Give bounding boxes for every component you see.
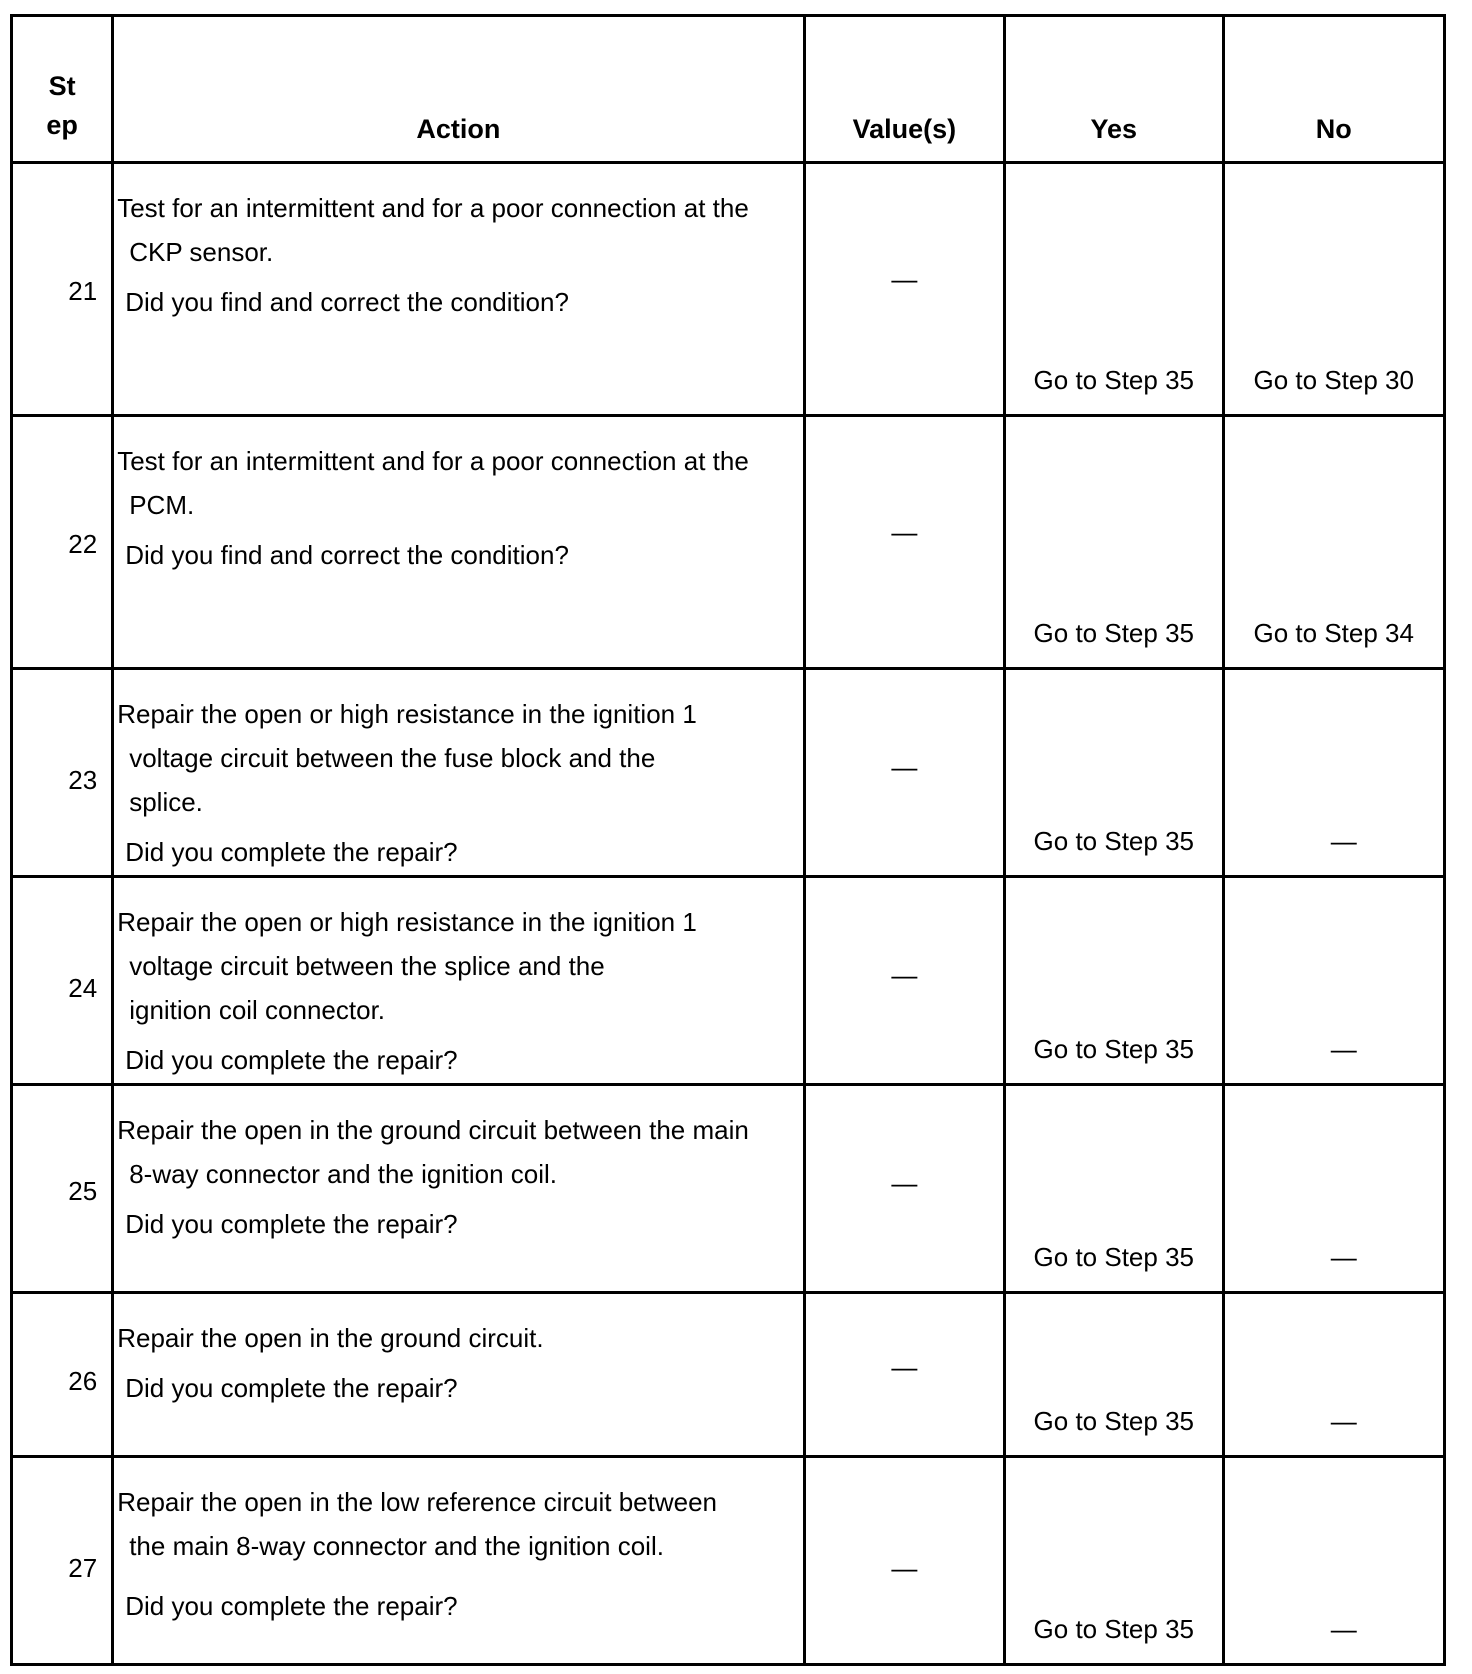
- no-goto-text: —: [1330, 826, 1357, 856]
- yes-goto-text: Go to Step 35: [1033, 826, 1194, 856]
- yes-goto-text: Go to Step 35: [1033, 1406, 1194, 1436]
- no-goto-text: —: [1330, 1034, 1357, 1064]
- no-goto-text: —: [1330, 1406, 1357, 1436]
- action-line: Repair the open or high resistance in the ignition 1: [117, 699, 697, 729]
- step-cell: [12, 669, 113, 877]
- step-cell: [12, 877, 113, 1085]
- action-cell: [113, 877, 804, 1085]
- value-cell: [804, 163, 1004, 416]
- action-question: Did you complete the repair?: [125, 1591, 458, 1621]
- header-step-line2: ep: [46, 110, 78, 140]
- yes-cell: [1005, 416, 1223, 669]
- value-cell: [804, 1085, 1004, 1293]
- action-question: Did you complete the repair?: [125, 1045, 458, 1075]
- value-cell: [804, 416, 1004, 669]
- step-number: 23: [68, 765, 98, 795]
- no-goto-text: Go to Step 30: [1253, 365, 1414, 395]
- action-line: Repair the open in the ground circuit between the main: [117, 1115, 749, 1145]
- step-number: 24: [68, 973, 98, 1003]
- table-row: [12, 416, 1445, 669]
- no-cell: [1223, 1085, 1445, 1293]
- no-cell: [1223, 1457, 1445, 1665]
- action-line: Test for an intermittent and for a poor connection at the: [117, 446, 749, 476]
- yes-cell: [1005, 877, 1223, 1085]
- header-action: Action: [113, 16, 804, 163]
- no-goto-text: Go to Step 34: [1253, 618, 1414, 648]
- value-text: —: [891, 1168, 918, 1198]
- yes-cell: [1005, 1085, 1223, 1293]
- action-cell: [113, 1293, 804, 1457]
- action-line: voltage circuit between the splice and the: [129, 951, 605, 981]
- action-line: Repair the open in the low reference circuit between: [117, 1487, 717, 1517]
- yes-cell: [1005, 669, 1223, 877]
- table-row: [12, 877, 1445, 1085]
- action-question: Did you find and correct the condition?: [125, 540, 569, 570]
- no-cell: [1223, 416, 1445, 669]
- step-number: 26: [68, 1366, 98, 1396]
- table-body: [12, 163, 1445, 1665]
- action-question: Did you complete the repair?: [125, 1373, 458, 1403]
- yes-goto-text: Go to Step 35: [1033, 1242, 1194, 1272]
- header-no: No: [1223, 16, 1445, 163]
- step-number: 27: [68, 1553, 98, 1583]
- action-line: voltage circuit between the fuse block and the: [129, 743, 656, 773]
- header-values: Value(s): [804, 16, 1004, 163]
- action-question: Did you complete the repair?: [125, 1209, 458, 1239]
- yes-goto-text: Go to Step 35: [1033, 365, 1194, 395]
- no-cell: [1223, 163, 1445, 416]
- yes-cell: [1005, 1457, 1223, 1665]
- value-cell: [804, 1457, 1004, 1665]
- action-line: CKP sensor.: [129, 237, 274, 267]
- value-text: —: [891, 1553, 918, 1583]
- action-cell: [113, 1457, 804, 1665]
- step-cell: [12, 1457, 113, 1665]
- action-question: Did you find and correct the condition?: [125, 287, 569, 317]
- table-row: [12, 163, 1445, 416]
- value-text: —: [891, 517, 918, 547]
- header-yes: Yes: [1005, 16, 1223, 163]
- table-row: [12, 1085, 1445, 1293]
- value-cell: [804, 1293, 1004, 1457]
- action-line: 8-way connector and the ignition coil.: [129, 1159, 558, 1189]
- no-cell: [1223, 1293, 1445, 1457]
- step-cell: [12, 416, 113, 669]
- action-cell: [113, 1085, 804, 1293]
- no-goto-text: —: [1330, 1614, 1357, 1644]
- step-number: 25: [68, 1176, 98, 1206]
- action-question: Did you complete the repair?: [125, 837, 458, 867]
- action-line: Repair the open or high resistance in the ignition 1: [117, 907, 697, 937]
- no-goto-text: —: [1330, 1242, 1357, 1272]
- value-text: —: [891, 752, 918, 782]
- no-cell: [1223, 669, 1445, 877]
- header-step: [12, 16, 113, 163]
- diagnostic-step-table: [10, 14, 1446, 1666]
- action-cell: [113, 163, 804, 416]
- value-cell: [804, 877, 1004, 1085]
- header-row: [12, 16, 1445, 163]
- action-cell: [113, 669, 804, 877]
- action-line: Repair the open in the ground circuit.: [117, 1323, 544, 1353]
- step-number: 22: [68, 529, 98, 559]
- yes-goto-text: Go to Step 35: [1033, 1034, 1194, 1064]
- step-cell: [12, 1293, 113, 1457]
- yes-goto-text: Go to Step 35: [1033, 1614, 1194, 1644]
- step-cell: [12, 163, 113, 416]
- diagnostic-table-sheet: [10, 14, 1446, 1666]
- action-line: splice.: [129, 787, 203, 817]
- step-cell: [12, 1085, 113, 1293]
- value-cell: [804, 669, 1004, 877]
- action-line: Test for an intermittent and for a poor connection at the: [117, 193, 749, 223]
- value-text: —: [891, 960, 918, 990]
- yes-cell: [1005, 163, 1223, 416]
- table-row: [12, 669, 1445, 877]
- action-line: PCM.: [129, 490, 195, 520]
- yes-cell: [1005, 1293, 1223, 1457]
- step-number: 21: [68, 276, 98, 306]
- table-row: [12, 1293, 1445, 1457]
- no-cell: [1223, 877, 1445, 1085]
- action-line: ignition coil connector.: [129, 995, 386, 1025]
- value-text: —: [891, 1352, 918, 1382]
- action-line: the main 8-way connector and the ignition coil.: [129, 1531, 664, 1561]
- yes-goto-text: Go to Step 35: [1033, 618, 1194, 648]
- action-cell: [113, 416, 804, 669]
- header-step-line1: St: [48, 71, 76, 101]
- value-text: —: [891, 264, 918, 294]
- table-row: [12, 1457, 1445, 1665]
